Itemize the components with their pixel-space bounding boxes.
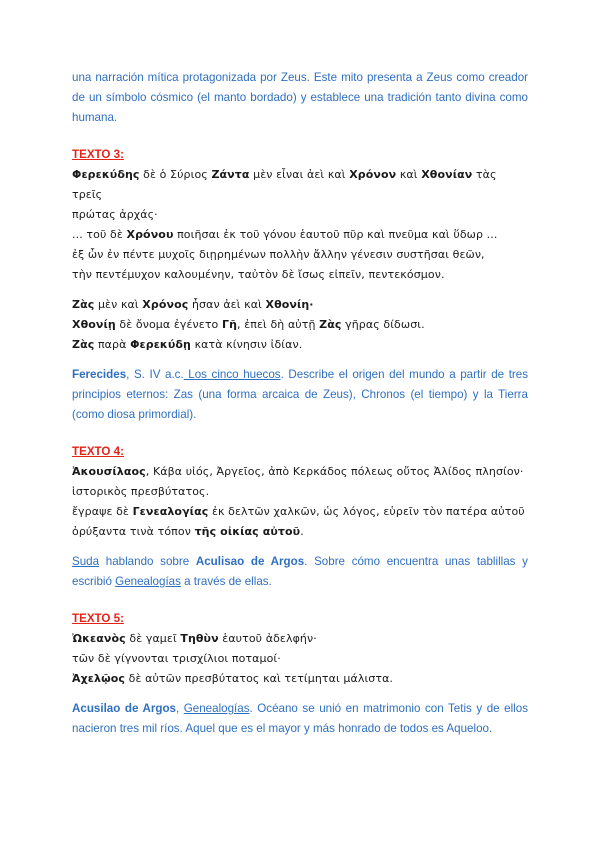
genealogias-link[interactable]: Genealogías	[183, 702, 250, 715]
texto3-note: Ferecides, S. IV a.c. Los cinco huecos. Describe el origen del mundo a partir de tres principios eternos: Zas (una forma arcaica de Zeus), Chronos (el tiempo) y la Tierra (como diosa primordial).	[72, 368, 529, 421]
texto4-line2: ἱστορικὸς πρεσβύτατος.	[72, 485, 210, 498]
texto4-line1: Ἀκουσίλαος, Κάβα υἱός, Ἀργεῖος, ἀπὸ Κερκάδος πόλεως οὔτος Ἀλίδος πλησίον·	[72, 465, 524, 478]
document-page	[72, 68, 528, 739]
texto5-line3: Ἀχελῷος δὲ αὐτῶν πρεσβύτατος καὶ τετίμηται μάλιστα.	[72, 672, 394, 685]
texto3-line4: ἐξ ὧν ἐν πέντε μυχοῖς διῃρημένων πολλὴν ἄλλην γένεσιν συστῆσαι θεῶν,	[72, 248, 485, 261]
texto5-line2: τῶν δὲ γίγνονται τρισχίλιοι ποταμοί·	[72, 652, 281, 665]
intro-paragraph: una narración mítica protagonizada por Zeus. Este mito presenta a Zeus como creador de un símbolo cósmico (el manto bordado) y establece una tradición tanto divina como humana.	[72, 71, 528, 124]
suda-link[interactable]: Suda	[72, 555, 100, 568]
texto5-note: Acusilao de Argos, Genealogías. Océano se unió en matrimonio con Tetis y de ellos nacieron tres mil ríos. Aquel que es el mayor y más honrado de todos es Aqueloo.	[72, 702, 528, 735]
texto4-heading: TEXTO 4:	[72, 445, 124, 458]
texto5-line1: Ὠκεανὸς δὲ γαμεῖ Τηθὺν ἑαυτοῦ ἀδελφήν·	[72, 632, 317, 645]
texto4-note: Suda hablando sobre Aculisao de Argos. Sobre cómo encuentra unas tablillas y escribió Genealogías a través de ellas.	[72, 555, 528, 588]
texto3-line5: τὴν πεντέμυχον καλουμένην, ταὐτὸν δὲ ἴσως εἰπεῖν, πεντεκόσμον.	[72, 268, 445, 281]
texto3-line3: ... τοῦ δὲ Χρόνου ποιῆσαι ἐκ τοῦ γόνου ἑαυτοῦ πῦρ καὶ πνεῦμα καὶ ὕδωρ ...	[72, 228, 498, 241]
texto3-line1: Φερεκύδης δὲ ὁ Σύριος Ζάντα μὲν εἶναι ἀεὶ καὶ Χρόνον καὶ Χθονίαν τὰς τρεῖς	[72, 168, 497, 201]
texto4-line3: ἔγραψε δὲ Γενεαλογίας ἐκ δελτῶν χαλκῶν, ὡς λόγος, εὑρεῖν τὸν πατέρα αὐτοῦ	[72, 505, 525, 518]
genealogias-link[interactable]: Genealogías	[115, 575, 181, 588]
texto4-line4: ὀρύξαντα τινὰ τόπον τῆς οἰκίας αὐτοῦ.	[72, 525, 304, 538]
texto3-line6: Ζὰς μὲν καὶ Χρόνος ἦσαν ἀεὶ καὶ Χθονίη·	[72, 298, 314, 311]
note-author: Ferecides	[72, 368, 127, 381]
texto3-line2: πρώτας ἀρχάς·	[72, 208, 158, 221]
texto3-line8: Ζὰς παρὰ Φερεκύδῃ κατὰ κίνησιν ἰδίαν.	[72, 338, 303, 351]
texto5-heading: TEXTO 5:	[72, 612, 124, 625]
work-link[interactable]: Los cinco huecos	[183, 368, 281, 381]
texto3-line7: Χθονίῃ δὲ ὄνομα ἐγένετο Γῆ, ἐπεὶ δὴ αὐτῇ Ζὰς γῆρας δίδωσι.	[72, 318, 425, 331]
texto3-heading: TEXTO 3:	[72, 148, 124, 161]
